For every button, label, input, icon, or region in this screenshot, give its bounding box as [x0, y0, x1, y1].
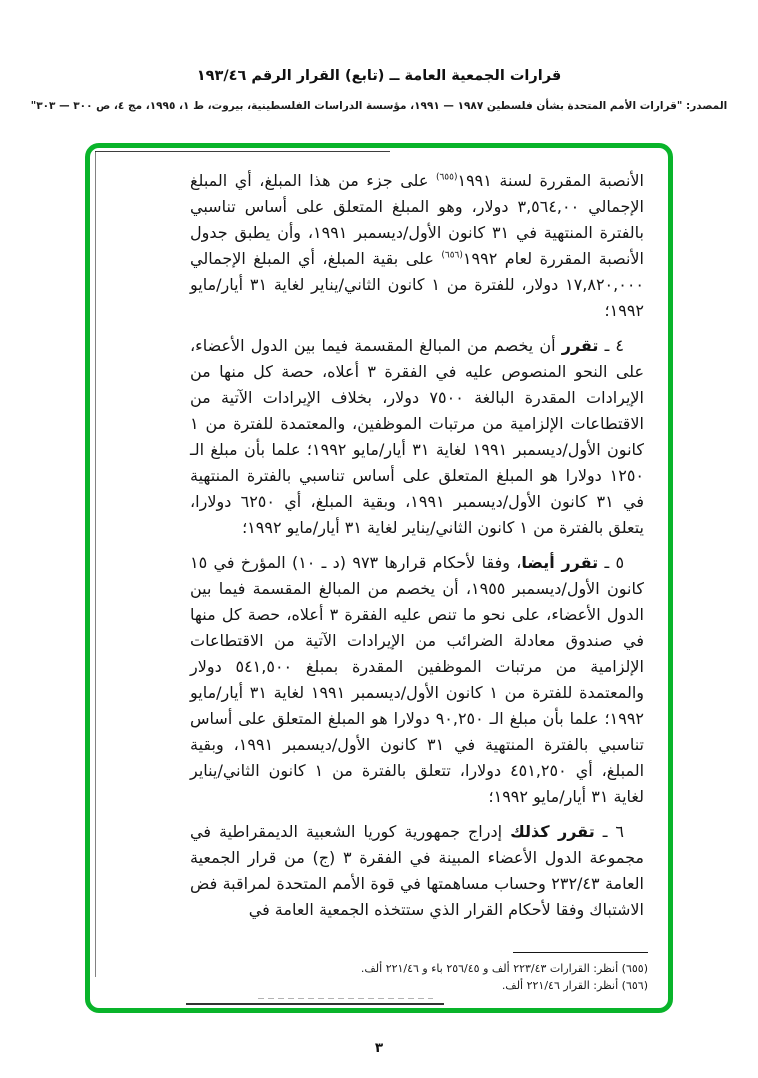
page-number: ٣: [374, 1040, 384, 1056]
document-frame: [85, 143, 673, 1013]
paragraph: [190, 550, 644, 810]
paragraph-text: تقرر: [561, 336, 599, 355]
paragraph-text: تقرر كذلك: [510, 822, 595, 841]
footnotes-section: [186, 952, 648, 994]
footnote-separator: [513, 952, 648, 953]
scan-edge-bottom-dashes: [258, 998, 433, 999]
paragraph: [190, 819, 644, 923]
paragraph-text: ، وفقا لأحكام قرارها ٩٧٣ (د ـ ١٠) المؤرخ في ١٥ كانون الأول/ديسمبر ١٩٥٥، أن يخصم من المبالغ المقسمة فيما بين الدول الأعضاء، على نحو ما تنص عليه الفقرة ٣ أعلاه، حصة كل منها في صندوق معادلة الضرائب من الإيرادات الآتية من الاقتطاعات الإلزامية من مرتبات الموظفين المقدرة بمبلغ ٥٤١,٥٠٠ دولار والمعتمدة للفترة من ١ كانون الأول/ديسمبر ١٩٩١ لغاية ٣١ أيار/مايو ١٩٩٢؛ علما بأن مبلغ الـ ٩٠,٢٥٠ دولارا هو المبلغ المتعلق على أساس تناسبي بالفترة المنتهية في ٣١ كانون الأول/ديسمبر ١٩٩١، وبقية المبلغ، أي ٤٥١,٢٥٠ دولارا، تتعلق بالفترة من ١ كانون الثاني/يناير لغاية ٣١ أيار/مايو ١٩٩٢؛: [190, 553, 645, 806]
paragraph-text: ٦ ـ: [594, 822, 624, 841]
footnote-reference: (٦٥٥): [435, 172, 458, 183]
paragraph: [190, 168, 644, 324]
paragraph-text: أن يخصم من المبالغ المقسمة فيما بين الدول الأعضاء، على النحو المنصوص عليه في الفقرة ٣ أعلاه، حصة كل منها من الإيرادات المقدرة البالغة ٧٥٠٠ دولار، بخلاف الإيرادات الآتية من الاقتطاعات الإلزامية من مرتبات الموظفين، والمعتمدة للفترة من ١ كانون الأول/ديسمبر ١٩٩١ لغاية ٣١ أيار/مايو ١٩٩٢؛ علما بأن مبلغ الـ ١٢٥٠ دولارا هو المبلغ المتعلق على أساس تناسبي بالفترة المنتهية في ٣١ كانون الأول/ديسمبر ١٩٩١، وبقية المبلغ، أي ٦٢٥٠ دولارا، يتعلق بالفترة من ١ كانون الثاني/يناير لغاية ٣١ أيار/مايو ١٩٩٢؛: [190, 336, 645, 537]
footnote-reference: (٦٥٦): [441, 250, 463, 261]
paragraph-text: ٥ ـ: [598, 553, 625, 572]
footnote: (٦٥٥) أنظر: القرارات ٢٢٣/٤٣ ألف و ٢٥٦/٤٥ باء و ٢٢١/٤٦ ألف.: [360, 962, 648, 975]
footnote: (٦٥٦) أنظر: القرار ٢٢١/٤٦ ألف.: [501, 979, 648, 992]
paragraph-text: على بقية المبلغ، أي المبلغ الإجمالي ١٧,٨٢٠,٠٠٠ دولار، للفترة من ١ كانون الثاني/يناير لغاية ٣١ أيار/مايو ١٩٩٢؛: [190, 249, 645, 320]
scan-edge-bottom-line: [186, 1003, 444, 1005]
paragraph: [190, 333, 644, 541]
paragraph-text: الأنصبة المقررة لسنة ١٩٩١: [457, 171, 645, 190]
paragraph-text: على جزء من هذا المبلغ، أي المبلغ الإجمالي ٣,٥٦٤,٠٠ دولار، وهو المبلغ المتعلق على أساس تناسبي بالفترة المنتهية في ٣١ كانون الأول/ديسمبر ١٩٩١، وأن يطبق جدول الأنصبة المقررة لعام ١٩٩٢: [190, 171, 645, 268]
document-paragraphs: [90, 148, 668, 932]
paragraph-text: ٤ ـ: [598, 336, 625, 355]
paragraph-text: إدراج جمهورية كوريا الشعبية الديمقراطية في مجموعة الدول الأعضاء المبينة في الفقرة ٣ (ج) من قرار الجمعية العامة ٢٣٢/٤٣ وحساب مساهمتها في قوة الأمم المتحدة لمراقبة فض الاشتباك وفقا لأحكام القرار الذي ستتخذه الجمعية العامة في: [190, 822, 645, 919]
paragraph-text: تقرر أيضا: [521, 553, 599, 572]
document-title: قرارات الجمعية العامة ــ (تابع) القرار الرقم ١٩٣/٤٦: [196, 68, 562, 84]
footnotes-list: [186, 960, 648, 994]
source-citation: المصدر: "قرارات الأمم المتحدة بشأن فلسطين ١٩٨٧ — ١٩٩١، مؤسسة الدراسات الفلسطينية، بيروت، ط ١، ١٩٩٥، مج ٤، ص ٣٠٠ — ٣٠٣": [30, 100, 728, 112]
